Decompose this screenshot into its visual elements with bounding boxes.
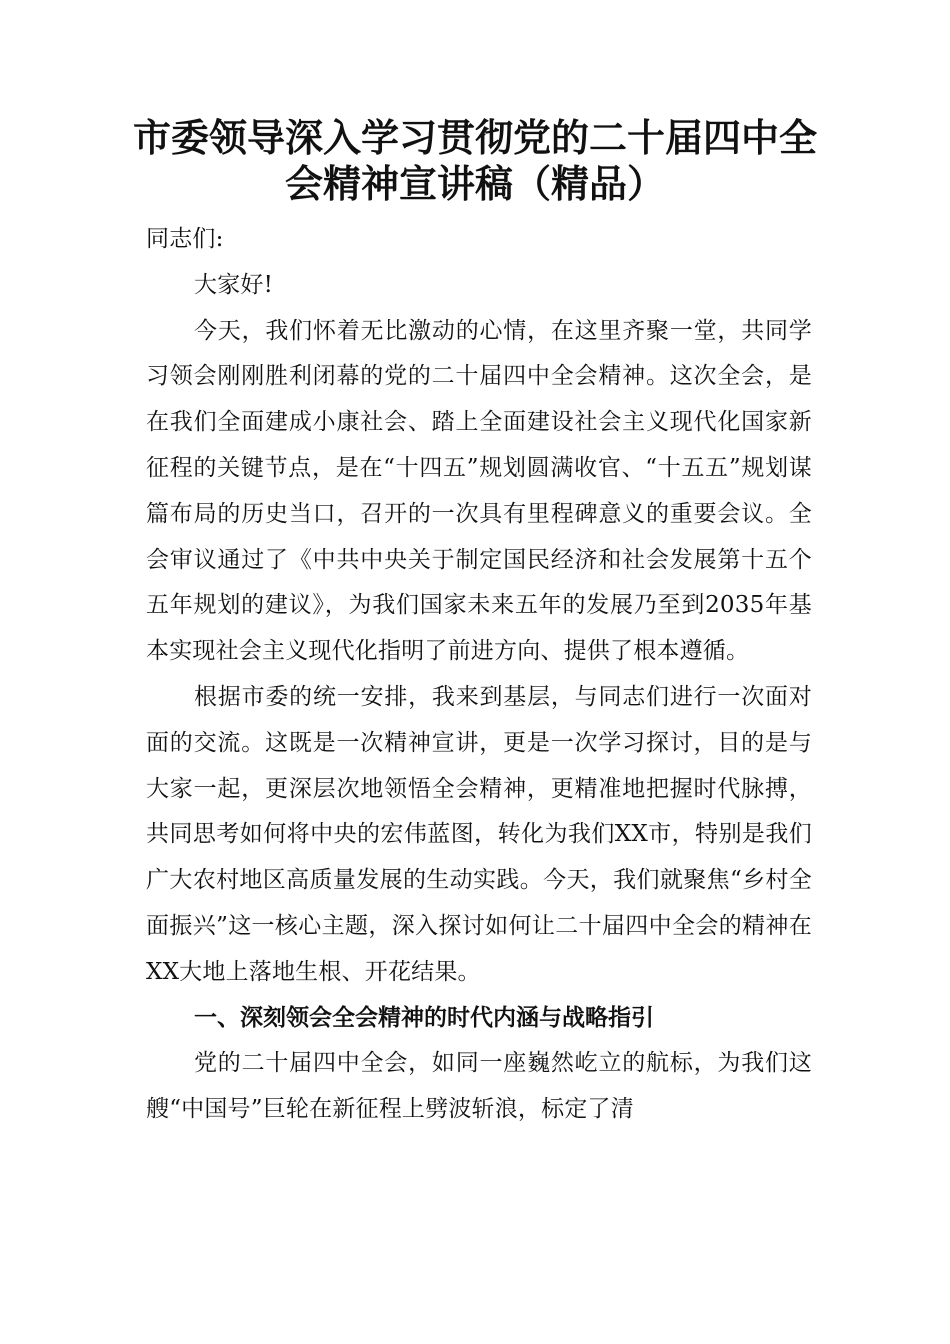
section-paragraph: 党的二十届四中全会，如同一座巍然屹立的航标，为我们这艘“中国号”巨轮在新征程上劈波斩浪，标定了清 — [146, 1050, 812, 1123]
document-title-line-2: 会精神宣讲稿（精品） — [284, 161, 665, 206]
salutation: 同志们: — [146, 226, 224, 252]
section-heading: 一、深刻领会全会精神的时代内涵与战略指引 — [194, 1004, 654, 1031]
document-body — [146, 217, 812, 1133]
paragraph-2: 根据市委的统一安排，我来到基层，与同志们进行一次面对面的交流。这既是一次精神宣讲，更是一次学习探讨，目的是与大家一起，更深层次地领悟全会精神，更精准地把握时代脉搏，共同思考如何将中央的宏伟蓝图，转化为我们XX市，特别是我们广大农村地区高质量发展的生动实践。今天，我们就聚焦“乡村全面振兴”这一核心主题，深入探讨如何让二十届四中全会的精神在XX大地上落地生根、开花结果。 — [146, 683, 812, 985]
greeting: 大家好! — [194, 271, 274, 298]
paragraph-1: 今天，我们怀着无比激动的心情，在这里齐聚一堂，共同学习领会刚刚胜利闭幕的党的二十届四中全会精神。这次全会，是在我们全面建成小康社会、踏上全面建设社会主义现代化国家新征程的关键节点，是在“十四五”规划圆满收官、“十五五”规划谋篇布局的历史当口，召开的一次具有里程碑意义的重要会议。全会审议通过了《中共中央关于制定国民经济和社会发展第十五个五年规划的建议》，为我们国家未来五年的发展乃至到2035年基本实现社会主义现代化指明了前进方向、提供了根本遵循。 — [146, 317, 812, 665]
document-title-line-1: 市委领导深入学习贯彻党的二十届四中全 — [132, 115, 817, 160]
